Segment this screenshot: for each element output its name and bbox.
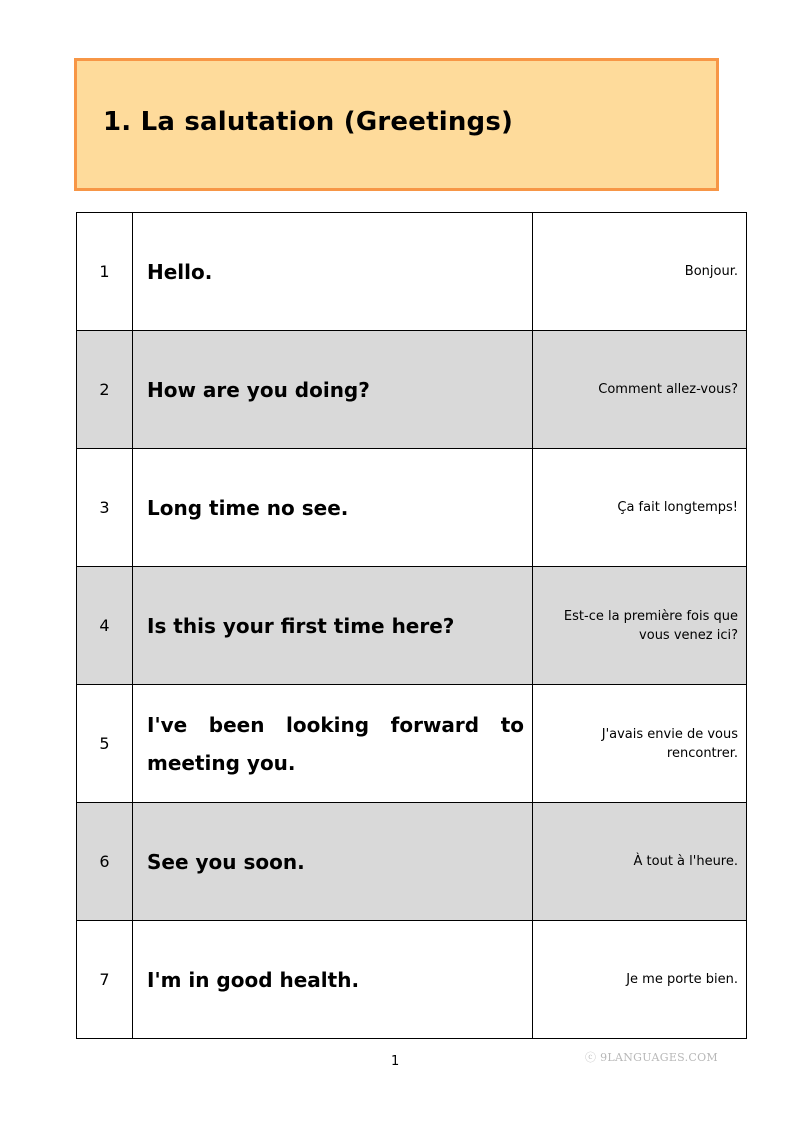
english-phrase: See you soon. (133, 803, 533, 921)
row-number: 6 (77, 803, 133, 921)
french-phrase-line: rencontrer. (666, 745, 738, 761)
french-phrase: À tout à l'heure. (533, 803, 747, 921)
french-phrase: Comment allez-vous? (533, 331, 747, 449)
english-phrase: Is this your first time here? (133, 567, 533, 685)
english-phrase-line (147, 706, 524, 744)
french-phrase-line: Est-ce la première fois que (563, 608, 738, 624)
french-phrase: Bonjour. (533, 213, 747, 331)
french-phrase: Je me porte bien. (533, 921, 747, 1039)
french-phrase (533, 567, 747, 685)
french-phrase: Ça fait longtemps! (533, 449, 747, 567)
row-number: 3 (77, 449, 133, 567)
french-phrase-line: vous venez ici? (639, 627, 738, 643)
row-number: 5 (77, 685, 133, 803)
table-row (77, 567, 747, 685)
page-number: 1 (391, 1054, 400, 1069)
french-phrase-line: J'avais envie de vous (601, 726, 738, 742)
phrase-table (76, 212, 747, 1039)
english-phrase-line: meeting you. (147, 750, 296, 775)
table-row (77, 331, 747, 449)
row-number: 1 (77, 213, 133, 331)
french-phrase (533, 685, 747, 803)
english-phrase: Long time no see. (133, 449, 533, 567)
row-number: 2 (77, 331, 133, 449)
row-number: 4 (77, 567, 133, 685)
table-row (77, 685, 747, 803)
english-word: looking (286, 712, 370, 737)
english-word: been (208, 712, 265, 737)
table-row (77, 213, 747, 331)
table-row (77, 921, 747, 1039)
page-title: 1. La salutation (Greetings) (103, 107, 514, 137)
english-phrase (133, 685, 533, 803)
table-row (77, 803, 747, 921)
english-word: forward (390, 712, 480, 737)
english-word: to (500, 712, 524, 737)
row-number: 7 (77, 921, 133, 1039)
copyright-watermark: ⓒ 9LANGUAGES.COM (585, 1051, 718, 1064)
english-word: I've (147, 712, 188, 737)
table-row (77, 449, 747, 567)
english-phrase: I'm in good health. (133, 921, 533, 1039)
title-banner (74, 58, 719, 191)
english-phrase: Hello. (133, 213, 533, 331)
english-phrase: How are you doing? (133, 331, 533, 449)
